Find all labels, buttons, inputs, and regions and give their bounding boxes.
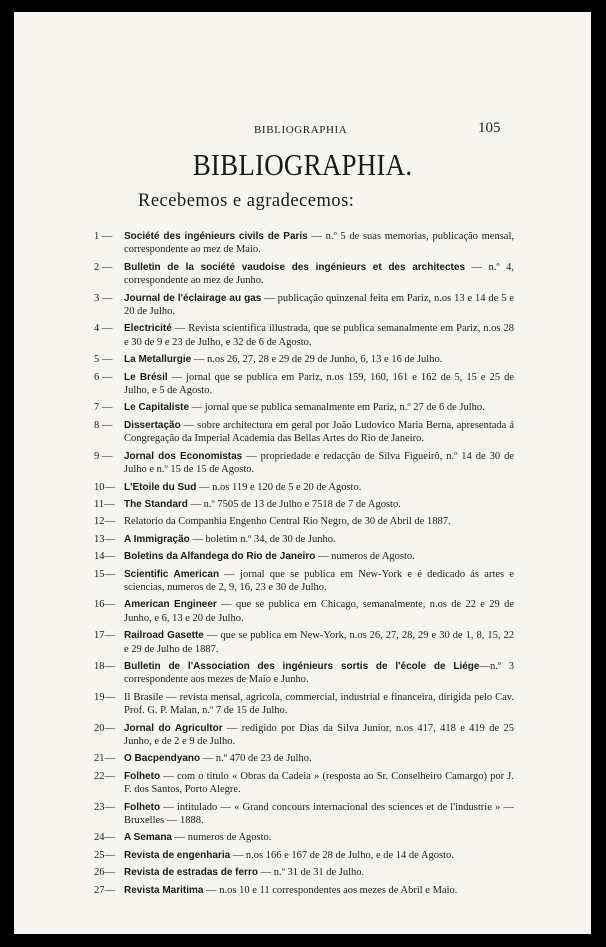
entry-number: 13—: [94, 533, 115, 545]
entry-number: 16—: [94, 599, 115, 611]
entry-number: 26—: [94, 867, 115, 879]
list-item: [94, 722, 514, 749]
list-item: [94, 691, 514, 718]
list-item: [94, 849, 514, 862]
list-item: [94, 568, 514, 595]
list-item: [94, 752, 514, 765]
list-item: [94, 533, 514, 546]
entry-description: — n.º 5 de suas memorias, publicação mensal, correspondente ao mez de Maio.: [124, 231, 514, 256]
entry-title: Jornal dos Economistas: [124, 450, 243, 462]
list-item: [94, 660, 514, 687]
entry-number: 19—: [94, 691, 115, 703]
list-item: [94, 498, 514, 511]
entry-number: 9 —: [94, 450, 113, 462]
list-item: [94, 884, 514, 897]
entry-description: — jornal que se publica em Pariz, n.os 159, 160, 161 e 162 de 5, 15 e 25 de Julho, e 5 de Agosto.: [124, 371, 514, 397]
entry-title: L'Etoile du Sud: [124, 481, 197, 493]
entry-title: Revista de estradas de ferro: [124, 867, 258, 879]
page-number: 105: [478, 120, 501, 136]
list-item: [94, 353, 514, 366]
section-subtitle: Recebemos e agradecemos:: [138, 191, 355, 211]
entry-description: — Revista scientifica illustrada, que se publica semanalmente em Pariz, n.os 28 e 30 de 9 e 23 de Julho, e 32 de 6 de Agosto.: [124, 323, 514, 348]
entry-number: 8 —: [94, 419, 113, 431]
entry-description: — publicação quinzenal feita em Pariz, n.os 13 e 14 de 5 e 20 de Julho.: [124, 292, 514, 318]
list-item: [94, 419, 514, 446]
entry-title: Jornal do Agricultor: [124, 722, 223, 734]
entry-title: Journal de l'éclairage au gas: [124, 292, 262, 304]
entry-description: Relatorio da Companhia Engenho Central Rio Negro, de 30 de Abril de 1887.: [124, 516, 451, 528]
list-item: [94, 770, 514, 797]
entry-number: 20—: [94, 722, 115, 734]
entry-title: Scientific American: [124, 568, 220, 580]
entry-number: 24—: [94, 832, 115, 844]
entry-description: — n.º 4, correspondente ao mez de Junho.: [124, 261, 514, 287]
entry-number: 21—: [94, 753, 115, 765]
running-header: [14, 120, 591, 140]
entry-description: — n.º 7505 de 13 de Julho e 7518 de 7 de Agosto.: [187, 498, 401, 510]
entry-title: La Metallurgie: [124, 354, 192, 366]
entry-number: 7 —: [94, 402, 113, 414]
entry-description: — n.os 166 e 167 de 28 de Julho, e de 14 de Agosto.: [230, 849, 454, 861]
list-item: [94, 401, 514, 414]
entry-description: — que se publica em New-York, n.os 26, 27, 28, 29 e 30 de 1, 8, 15, 22 e 29 de Julho de 1887.: [124, 630, 514, 655]
entry-title: Le Capitaliste: [124, 402, 190, 414]
entry-title: Folheto: [124, 770, 161, 782]
entry-title: A Semana: [124, 832, 172, 844]
entry-description: — n.os 26, 27, 28 e 29 de 29 de Junho, 6, 13 e 16 de Julho.: [191, 354, 443, 366]
entry-description: Il Brasile — revista mensal, agricola, commercial, industrial e financeira, dirigida pelo Cav. Prof. G. P. Malan, n.º 7 de 15 de Julho.: [124, 691, 514, 717]
entry-description: — n.os 119 e 120 de 5 e 20 de Agosto.: [196, 481, 362, 493]
entry-number: 25—: [94, 849, 115, 861]
entry-title: Société des ingénieurs civils de Paris: [124, 231, 308, 242]
entry-description: — n.º 31 de 31 de Julho.: [257, 867, 365, 879]
entry-number: 15—: [94, 568, 115, 580]
entry-description: — jornal que se publica semanalmente em Pariz, n.º 27 de 6 de Julho.: [189, 402, 485, 414]
entry-number: 1 —: [94, 231, 113, 242]
entry-number: 11—: [94, 498, 115, 510]
entry-title: The Standard: [124, 498, 188, 510]
list-item: [94, 550, 514, 563]
list-item: [94, 629, 514, 656]
entry-number: 18—: [94, 660, 115, 672]
entry-number: 12—: [94, 516, 115, 528]
entry-title: Bulletin de l'Association des ingénieurs sortis de l'école de Liége: [124, 660, 480, 672]
entry-title: Railroad Gasette: [124, 630, 204, 642]
list-item: [94, 230, 514, 257]
entry-title: Folheto: [124, 801, 161, 813]
entry-number: 14—: [94, 551, 115, 563]
entry-title: Le Brésil: [124, 371, 168, 383]
running-title: BIBLIOGRAPHIA: [254, 124, 348, 136]
entry-title: American Engineer: [124, 599, 217, 611]
list-item: [94, 866, 514, 879]
entry-description: — redigido por Dias da Silva Junior, n.os 417, 418 e 419 de 25 Junho, e de 2 e 9 de Julho.: [124, 722, 514, 747]
entry-description: — com o titulo « Obras da Cadeia » (resposta ao Sr. Conselheiro Camargo) por J. F. dos Santos, Porto Alegre.: [124, 770, 514, 796]
list-item: [94, 831, 514, 844]
entry-title: Dissertação: [124, 419, 181, 431]
entry-number: 4 —: [94, 323, 113, 335]
entry-title: Bulletin de la société vaudoise des ingénieurs et des architectes: [124, 261, 466, 273]
page-title: BIBLIOGRAPHIA.: [192, 148, 413, 182]
list-item: [94, 261, 514, 288]
entry-description: — que se publica em Chicago, semanalmente, n.os de 22 e 29 de Junho, e 6, 13 e 20 de Julho.: [124, 599, 514, 624]
list-item: [94, 481, 514, 494]
entry-number: 22—: [94, 770, 115, 782]
entry-description: — n.º 470 de 23 de Julho.: [200, 753, 312, 765]
entry-description: — boletim n.º 34, de 30 de Junho.: [189, 533, 336, 545]
entry-description: — intitulado — « Grand concours internacional des sciences et de l'industrie » — Bruxelles — 1888.: [124, 801, 514, 827]
entry-number: 23—: [94, 801, 115, 813]
entry-title: O Bacpendyano: [124, 753, 201, 765]
list-item: [94, 292, 514, 319]
entry-description: — n.os 10 e 11 correspondentes aos mezes de Abril e Maio.: [203, 884, 458, 896]
bibliography-list: [94, 230, 514, 901]
entry-number: 27—: [94, 884, 115, 896]
entry-title: A Immigração: [124, 533, 190, 545]
list-item: [94, 598, 514, 625]
book-page: [14, 12, 591, 934]
list-item: [94, 450, 514, 477]
entry-title: Boletins da Alfandega do Rio de Janeiro: [124, 551, 316, 563]
entry-number: 17—: [94, 630, 115, 642]
entry-description: —n.º 3 correspondente aos mezes de Maio e Junho.: [124, 660, 514, 686]
entry-number: 5 —: [94, 354, 113, 366]
list-item: [94, 515, 514, 528]
entry-description: — jornal que se publica em New-York e é dedicado ás artes e sciencias, numeros de 2, 9, 16, 23 e 30 de Julho.: [124, 568, 514, 593]
list-item: [94, 322, 514, 349]
entry-description: — numeros de Agosto.: [315, 551, 415, 563]
entry-title: Revista Maritima: [124, 884, 204, 896]
entry-number: 10—: [94, 481, 115, 493]
entry-number: 2 —: [94, 261, 113, 273]
entry-description: — sobre architectura em geral por João Ludovico Maria Berna, apresentada á Congregação da Imperial Academia das Bellas Artes do Rio de Janeiro.: [124, 419, 514, 445]
list-item: [94, 371, 514, 398]
entry-title: Revista de engenharia: [124, 849, 231, 861]
list-item: [94, 801, 514, 828]
entry-title: Electricité: [124, 323, 172, 335]
entry-description: — numeros de Agosto.: [171, 832, 272, 844]
entry-description: — propriedade e redacção de Silva Figueirô, n.º 14 de 30 de Julho e n.º 15 de 15 de Agosto.: [124, 450, 514, 476]
entry-number: 3 —: [94, 292, 113, 304]
entry-number: 6 —: [94, 371, 113, 383]
